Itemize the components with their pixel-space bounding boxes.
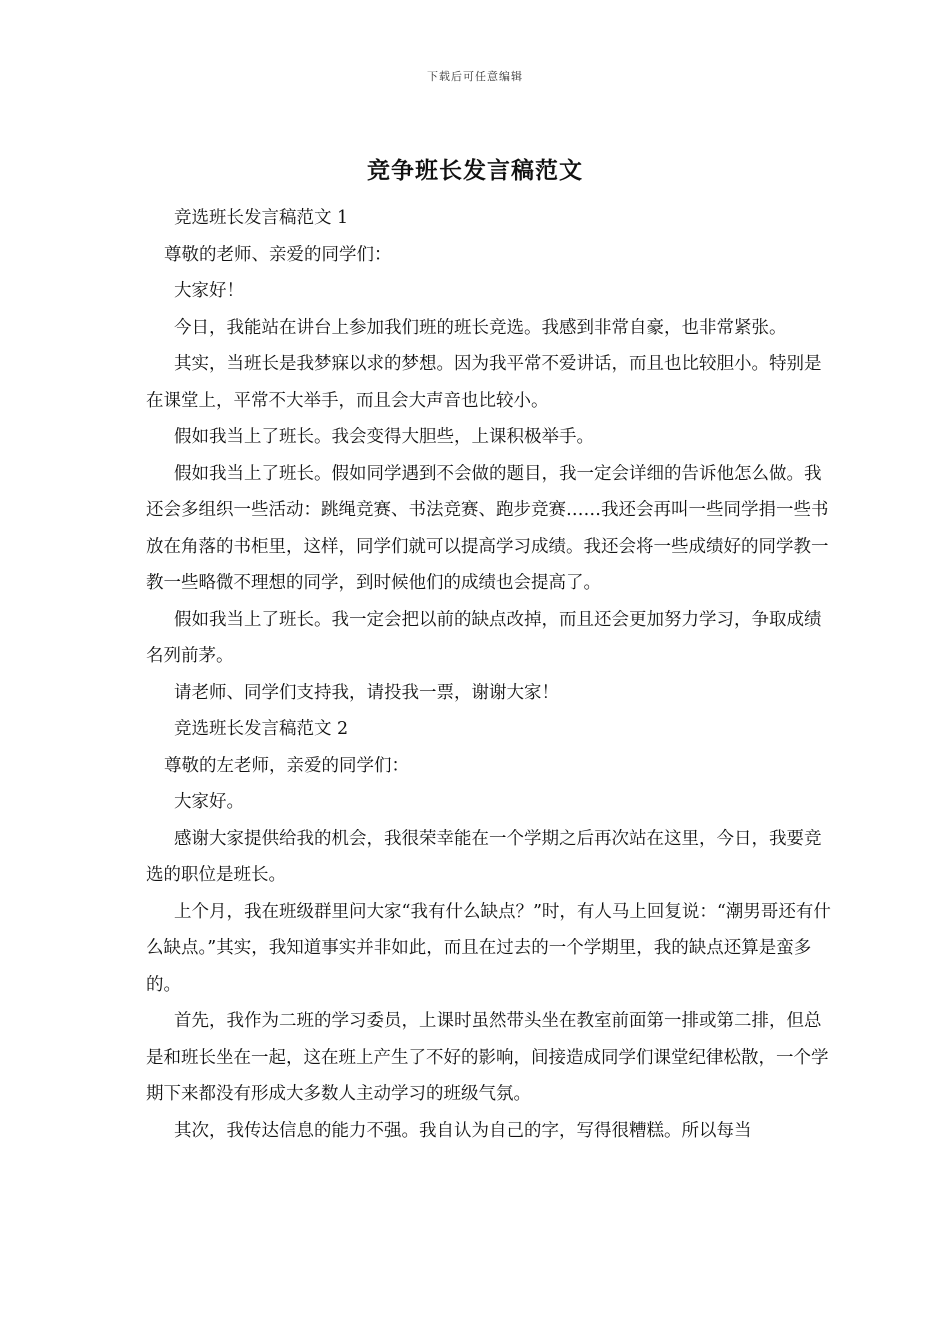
paragraph: 其实，当班长是我梦寐以求的梦想。因为我平常不爱讲话，而且也比较胆小。特别是在课堂上，平常不大举手，而且会大声音也比较小。 — [146, 354, 822, 411]
section-heading: 竞选班长发言稿范文 2 — [174, 719, 349, 739]
paragraph: 感谢大家提供给我的机会，我很荣幸能在一个学期之后再次站在这里，今日，我要竞选的职位是班长。 — [146, 828, 822, 885]
section-heading: 竞选班长发言稿范文 1 — [174, 208, 349, 228]
paragraph: 其次，我传达信息的能力不强。我自认为自己的字，写得很糟糕。所以每当 — [174, 1120, 752, 1141]
greeting: 大家好。 — [174, 792, 244, 812]
paragraph: 假如我当上了班长。假如同学遇到不会做的题目，我一定会详细的告诉他怎么做。我还会多组织一些活动：跳绳竞赛、书法竞赛、跑步竞赛……我还会再叫一些同学捐一些书放在角落的书柜里，这样，同学们就可以提高学习成绩。我还会将一些成绩好的同学教一教一些略微不理想的同学，到时候他们的成绩也会提高了。 — [146, 463, 829, 593]
paragraph: 今日，我能站在讲台上参加我们班的班长竞选。我感到非常自豪，也非常紧张。 — [174, 317, 787, 338]
document-body — [146, 200, 836, 1149]
salutation: 尊敬的老师、亲爱的同学们： — [164, 244, 392, 265]
greeting: 大家好！ — [174, 281, 244, 301]
paragraph: 假如我当上了班长。我会变得大胆些，上课积极举手。 — [174, 427, 594, 447]
header-note: 下载后可任意编辑 — [427, 70, 523, 83]
salutation: 尊敬的左老师，亲爱的同学们： — [164, 755, 409, 776]
paragraph: 首先，我作为二班的学习委员，上课时虽然带头坐在教室前面第一排或第二排，但总是和班长坐在一起，这在班上产生了不好的影响，间接造成同学们课堂纪律松散，一个学期下来都没有形成大多数人主动学习的班级气氛。 — [146, 1011, 829, 1104]
page-title: 竞争班长发言稿范文 — [367, 157, 583, 184]
paragraph: 请老师、同学们支持我，请投我一票，谢谢大家！ — [174, 682, 559, 703]
paragraph: 假如我当上了班长。我一定会把以前的缺点改掉，而且还会更加努力学习，争取成绩名列前茅。 — [146, 609, 822, 666]
paragraph: 上个月，我在班级群里问大家“我有什么缺点？”时，有人马上回复说：“潮男哥还有什么缺点。”其实，我知道事实并非如此，而且在过去的一个学期里，我的缺点还算是蛮多的。 — [146, 901, 831, 995]
